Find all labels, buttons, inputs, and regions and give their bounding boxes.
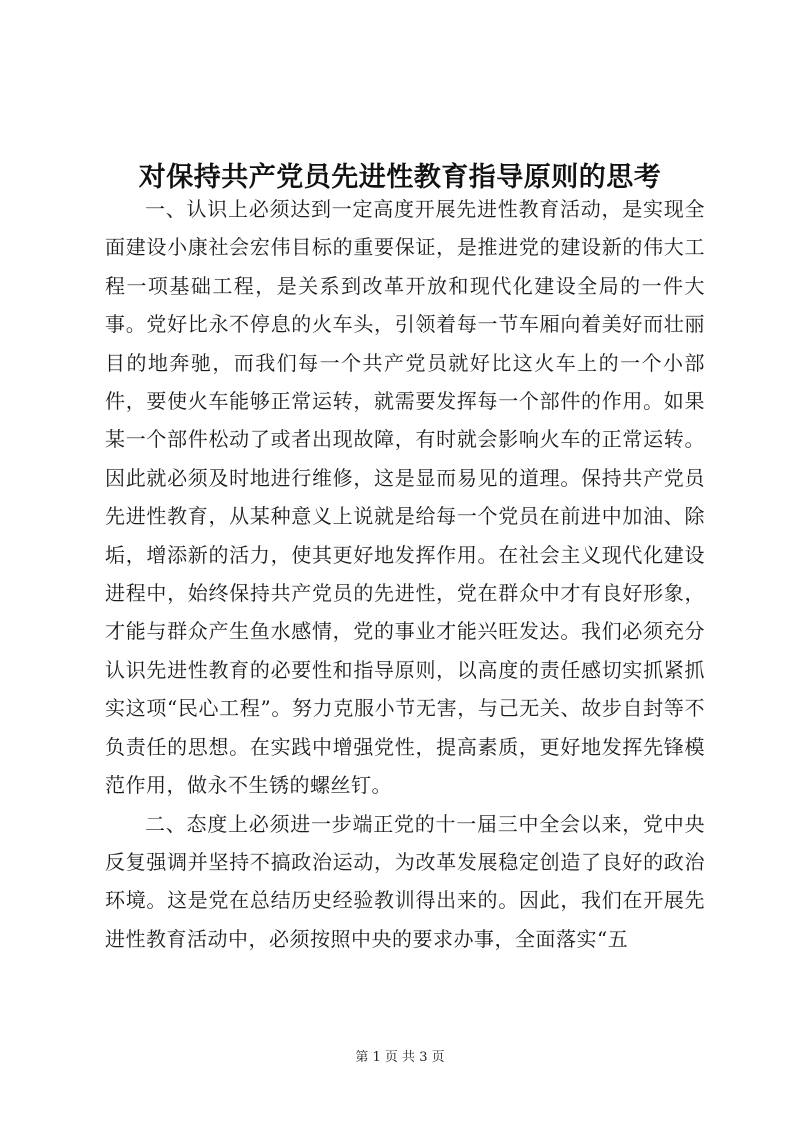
paragraph-1: 一、认识上必须达到一定高度开展先进性教育活动，是实现全面建设小康社会宏伟目标的重要保证，是推进党的建设新的伟大工程一项基础工程，是关系到改革开放和现代化建设全局的一件大事。党好比永不停息的火车头，引领着每一节车厢向着美好而壮丽目的地奔驰，而我们每一个共产党员就好比这火车上的一个小部件，要使火车能够正常运转，就需要发挥每一个部件的作用。如果某一个部件松动了或者出现故障，有时就会影响火车的正常运转。因此就必须及时地进行维修，这是显而易见的道理。保持共产党员先进性教育，从某种意义上说就是给每一个党员在前进中加油、除垢，增添新的活力，使其更好地发挥作用。在社会主义现代化建设进程中，始终保持共产党员的先进性，党在群众中才有良好形象，才能与群众产生鱼水感情，党的事业才能兴旺发达。我们必须充分认识先进性教育的必要性和指导原则，以高度的责任感切实抓紧抓实这项“民心工程”。努力克服小节无害，与己无关、故步自封等不负责任的思想。在实践中增强党性，提高素质，更好地发挥先锋模范作用，做永不生锈的螺丝钉。 bbox=[105, 197, 705, 798]
paragraph-2: 二、态度上必须进一步端正党的十一届三中全会以来，党中央反复强调并坚持不搞政治运动，为改革发展稳定创造了良好的政治环境。这是党在总结历史经验教训得出来的。因此，我们在开展先进性教育活动中，必须按照中央的要求办事，全面落实“五 bbox=[105, 811, 705, 951]
document-title: 对保持共产党员先进性教育指导原则的思考 bbox=[138, 162, 662, 194]
document-body bbox=[105, 190, 705, 958]
page-number-footer: 第 1 页 共 3 页 bbox=[355, 1050, 445, 1065]
